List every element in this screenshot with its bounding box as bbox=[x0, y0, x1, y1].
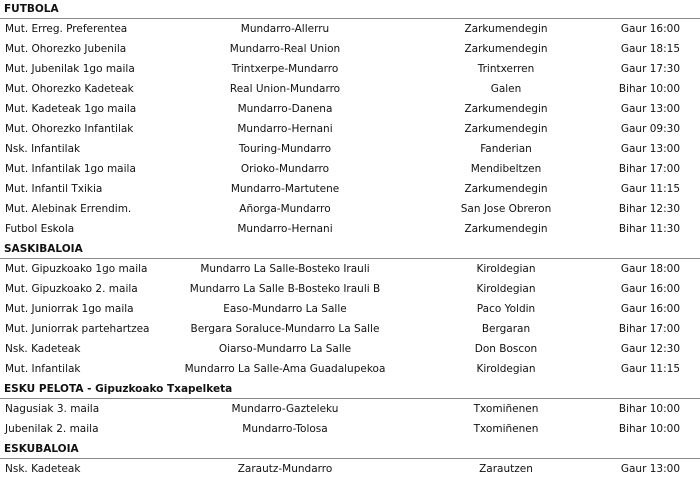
match-row bbox=[0, 279, 700, 299]
match-cell: Real Union-Mundarro bbox=[229, 83, 341, 95]
match-cell: Mundarro La Salle-Bosteko Irauli bbox=[200, 263, 370, 275]
time-cell: Gaur 13:00 bbox=[620, 103, 680, 115]
time-cell: Gaur 11:15 bbox=[620, 183, 680, 195]
time-cell: Bihar 10:00 bbox=[618, 403, 680, 415]
venue-cell: Kiroldegian bbox=[476, 363, 536, 375]
schedule-section bbox=[0, 0, 700, 239]
category-cell: Mut. Ohorezko Infantilak bbox=[5, 123, 134, 135]
venue-cell: Galen bbox=[490, 83, 522, 95]
match-cell: Oiarso-Mundarro La Salle bbox=[218, 343, 352, 355]
time-cell: Gaur 13:00 bbox=[620, 143, 680, 155]
category-cell: Mut. Infantilak bbox=[5, 363, 81, 375]
venue-cell: Bergaran bbox=[481, 323, 531, 335]
match-row bbox=[0, 39, 700, 59]
match-row bbox=[0, 159, 700, 179]
venue-cell: Txomiñenen bbox=[473, 403, 539, 415]
category-cell: Nsk. Infantilak bbox=[5, 143, 81, 155]
match-cell: Trintxerpe-Mundarro bbox=[231, 63, 339, 75]
category-cell: Mut. Infantil Txikia bbox=[5, 183, 103, 195]
schedule-section bbox=[0, 439, 700, 479]
section-title: FUTBOLA bbox=[0, 0, 700, 19]
venue-cell: Txomiñenen bbox=[473, 423, 539, 435]
match-cell: Bergara Soraluce-Mundarro La Salle bbox=[190, 323, 380, 335]
section-title: ESKU PELOTA - Gipuzkoako Txapelketa bbox=[0, 379, 700, 399]
venue-cell: Zarkumendegin bbox=[464, 183, 548, 195]
category-cell: Nsk. Kadeteak bbox=[5, 343, 81, 355]
venue-cell: Kiroldegian bbox=[476, 263, 536, 275]
venue-cell: Zarkumendegin bbox=[464, 223, 548, 235]
time-cell: Gaur 17:30 bbox=[620, 63, 680, 75]
category-cell: Nsk. Kadeteak bbox=[5, 463, 81, 475]
time-cell: Bihar 12:30 bbox=[618, 203, 680, 215]
venue-cell: Trintxerren bbox=[477, 63, 535, 75]
section-title: SASKIBALOIA bbox=[0, 239, 700, 259]
venue-cell: Fanderian bbox=[480, 143, 532, 155]
category-cell: Mut. Juniorrak 1go maila bbox=[5, 303, 134, 315]
match-cell: Zarautz-Mundarro bbox=[237, 463, 333, 475]
time-cell: Bihar 17:00 bbox=[618, 323, 680, 335]
category-cell: Nagusiak 3. maila bbox=[5, 403, 100, 415]
venue-cell: Zarkumendegin bbox=[464, 23, 548, 35]
match-row bbox=[0, 359, 700, 379]
time-cell: Gaur 11:15 bbox=[620, 363, 680, 375]
schedule-section bbox=[0, 379, 700, 439]
venue-cell: Mendibeltzen bbox=[470, 163, 542, 175]
venue-cell: San Jose Obreron bbox=[460, 203, 552, 215]
match-row bbox=[0, 179, 700, 199]
match-row bbox=[0, 299, 700, 319]
match-row bbox=[0, 259, 700, 279]
venue-cell: Paco Yoldin bbox=[476, 303, 536, 315]
match-row bbox=[0, 119, 700, 139]
match-cell: Mundarro-Hernani bbox=[237, 123, 333, 135]
category-cell: Mut. Juniorrak partehartzea bbox=[5, 323, 150, 335]
category-cell: Mut. Jubenilak 1go maila bbox=[5, 63, 135, 75]
category-cell: Mut. Ohorezko Kadeteak bbox=[5, 83, 134, 95]
category-cell: Mut. Ohorezko Jubenila bbox=[5, 43, 127, 55]
time-cell: Gaur 18:15 bbox=[620, 43, 680, 55]
venue-cell: Kiroldegian bbox=[476, 283, 536, 295]
category-cell: Mut. Gipuzkoako 1go maila bbox=[5, 263, 148, 275]
match-cell: Mundarro-Martutene bbox=[230, 183, 340, 195]
match-row bbox=[0, 199, 700, 219]
match-cell: Mundarro La Salle-Ama Guadalupekoa bbox=[184, 363, 386, 375]
category-cell: Futbol Eskola bbox=[5, 223, 75, 235]
match-row bbox=[0, 19, 700, 39]
category-cell: Mut. Alebinak Errendim. bbox=[5, 203, 132, 215]
match-cell: Easo-Mundarro La Salle bbox=[223, 303, 347, 315]
match-cell: Mundarro-Tolosa bbox=[242, 423, 328, 435]
match-row bbox=[0, 459, 700, 479]
time-cell: Bihar 17:00 bbox=[618, 163, 680, 175]
time-cell: Gaur 13:00 bbox=[620, 463, 680, 475]
match-cell: Orioko-Mundarro bbox=[240, 163, 330, 175]
time-cell: Gaur 18:00 bbox=[620, 263, 680, 275]
time-cell: Gaur 09:30 bbox=[620, 123, 680, 135]
time-cell: Bihar 10:00 bbox=[618, 423, 680, 435]
category-cell: Jubenilak 2. maila bbox=[5, 423, 99, 435]
venue-cell: Zarkumendegin bbox=[464, 43, 548, 55]
category-cell: Mut. Kadeteak 1go maila bbox=[5, 103, 137, 115]
time-cell: Gaur 16:00 bbox=[620, 283, 680, 295]
time-cell: Bihar 11:30 bbox=[618, 223, 680, 235]
time-cell: Gaur 16:00 bbox=[620, 303, 680, 315]
match-row bbox=[0, 59, 700, 79]
match-cell: Mundarro-Allerru bbox=[240, 23, 330, 35]
category-cell: Mut. Infantilak 1go maila bbox=[5, 163, 136, 175]
time-cell: Gaur 12:30 bbox=[620, 343, 680, 355]
match-row bbox=[0, 319, 700, 339]
match-row bbox=[0, 139, 700, 159]
match-cell: Touring-Mundarro bbox=[238, 143, 332, 155]
venue-cell: Zarautzen bbox=[479, 463, 533, 475]
match-cell: Mundarro La Salle B-Bosteko Irauli B bbox=[189, 283, 381, 295]
time-cell: Bihar 10:00 bbox=[618, 83, 680, 95]
match-cell: Mundarro-Hernani bbox=[237, 223, 333, 235]
match-cell: Añorga-Mundarro bbox=[239, 203, 331, 215]
match-row bbox=[0, 419, 700, 439]
match-row bbox=[0, 219, 700, 239]
match-row bbox=[0, 79, 700, 99]
venue-cell: Zarkumendegin bbox=[464, 123, 548, 135]
time-cell: Gaur 16:00 bbox=[620, 23, 680, 35]
category-cell: Mut. Erreg. Preferentea bbox=[5, 23, 128, 35]
match-row bbox=[0, 399, 700, 419]
venue-cell: Don Boscon bbox=[474, 343, 538, 355]
category-cell: Mut. Gipuzkoako 2. maila bbox=[5, 283, 138, 295]
schedule-section bbox=[0, 239, 700, 379]
match-cell: Mundarro-Danena bbox=[237, 103, 333, 115]
match-row bbox=[0, 99, 700, 119]
venue-cell: Zarkumendegin bbox=[464, 103, 548, 115]
section-title: ESKUBALOIA bbox=[0, 439, 700, 459]
match-cell: Mundarro-Gazteleku bbox=[231, 403, 339, 415]
match-cell: Mundarro-Real Union bbox=[229, 43, 341, 55]
match-row bbox=[0, 339, 700, 359]
